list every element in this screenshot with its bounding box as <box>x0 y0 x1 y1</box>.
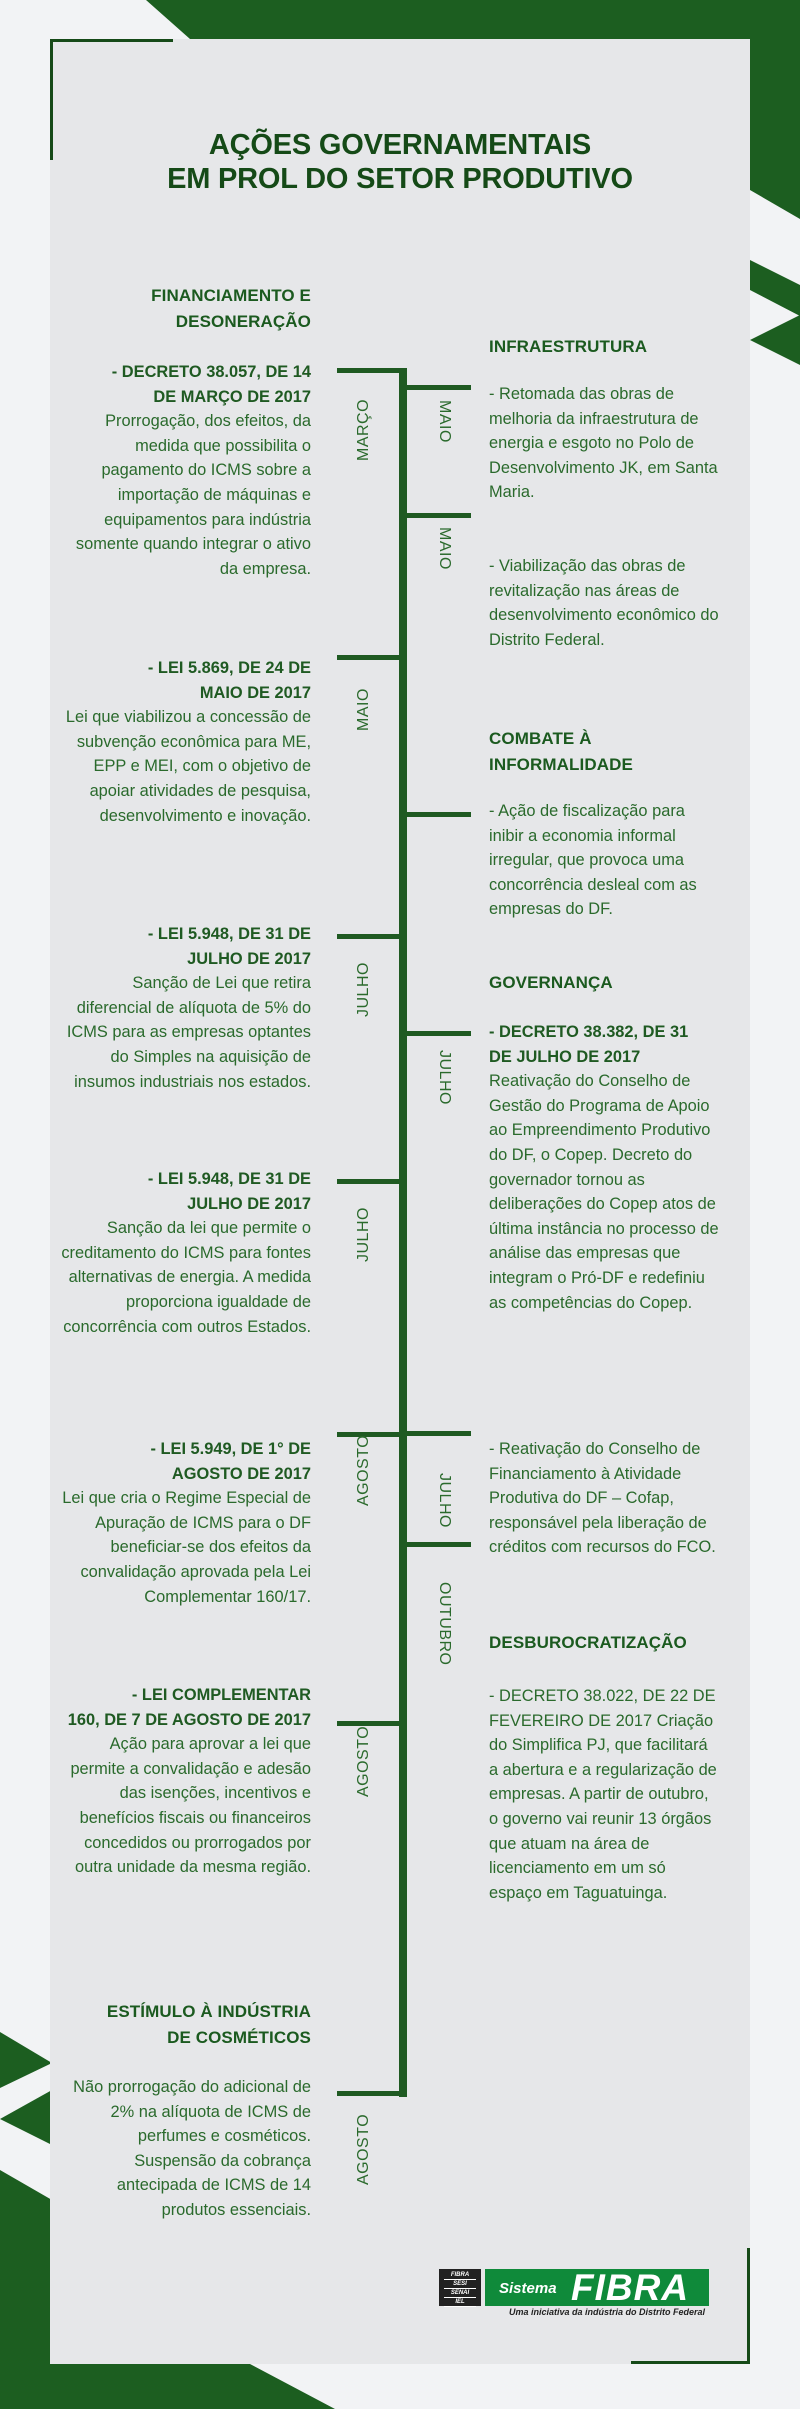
timeline-item: - LEI 5.948, DE 31 DE JULHO DE 2017 Sanção da lei que permite o creditamento do ICMS para fontes alternativas de energia. A medida proporciona igualdade de concorrência com outros Estados. <box>61 1170 311 1336</box>
timeline-item: - LEI 5.869, DE 24 DE MAIO DE 2017 Lei que viabilizou a concessão de subvenção econômica para ME, EPP e MEI, com o objetivo de apoiar atividades de pesquisa, desenvolvimento e inovação. <box>65 659 311 825</box>
timeline-branch-right <box>403 1542 471 1547</box>
month-label: AGOSTO <box>355 1725 372 1797</box>
timeline-item: - DECRETO 38.057, DE 14 DE MARÇO DE 2017 Prorrogação, dos efeitos, da medida que possibilita o pagamento do ICMS sobre a importação de máquinas e equipamentos para indústria somente quando integrar o ativo da empresa. <box>75 363 311 578</box>
section-title-desburocratizacao: DESBUROCRATIZAÇÃO <box>489 1633 687 1652</box>
sistema-fibra-logo <box>439 2269 709 2315</box>
section-title-infraestrutura: INFRAESTRUTURA <box>489 337 648 356</box>
timeline-branch-left <box>337 655 403 660</box>
timeline-item: - LEI COMPLEMENTAR 160, DE 7 DE AGOSTO DE 2017 Ação para aprovar a lei que permite a convalidação e adesão das isenções, incentivos e benefícios fiscais ou financeiros concedidos ou prorrogados por outra unidade da mesma região. <box>67 1686 311 1877</box>
timeline-item: - Reativação do Conselho de Financiamento à Atividade Produtiva do DF – Cofap, responsável pela liberação de créditos com recursos do FCO. <box>489 1440 716 1557</box>
timeline-item: - LEI 5.948, DE 31 DE JULHO DE 2017 Sanção de Lei que retira diferencial de alíquota de 5% do ICMS para as empresas optantes do Simples na aquisição de insumos industriais nos estados. <box>66 925 311 1091</box>
logo-badge: FIBRA SESI SENAI IEL <box>439 2269 481 2306</box>
timeline-branch-left <box>337 934 403 939</box>
timeline-item: - DECRETO 38.022, DE 22 DE FEVEREIRO DE 2017 Criação do Simplifica PJ, que facilitará a abertura e a regularização de empresas. A partir de outubro, o governo vai reunir 13 órgãos que atuam na área de licenciamento em um só espaço em Taguatuinga. <box>489 1687 717 1902</box>
section-title-cosmeticos: ESTÍMULO À INDÚSTRIA DE COSMÉTICOS <box>106 2002 311 2047</box>
month-label: OUTUBRO <box>436 1582 453 1666</box>
timeline-main-line <box>399 368 407 2097</box>
logo-wordmark: Sistema FIBRA <box>485 2269 709 2306</box>
timeline-item: - Retomada das obras de melhoria da infraestrutura de energia e esgoto no Polo de Desenvolvimento JK, em Santa Maria. <box>489 385 718 502</box>
section-title-informalidade: COMBATE À INFORMALIDADE <box>489 729 633 774</box>
month-label: MAIO <box>436 400 453 443</box>
month-label: MARÇO <box>355 398 372 461</box>
section-title-financiamento: FINANCIAMENTO E DESONERAÇÃO <box>151 286 311 331</box>
timeline-branch-right <box>403 1031 471 1036</box>
page-title: AÇÕES GOVERNAMENTAIS EM PROL DO SETOR PRODUTIVO <box>167 129 633 195</box>
month-label: MAIO <box>436 527 453 570</box>
month-label: AGOSTO <box>355 2113 372 2185</box>
month-label: JULHO <box>436 1050 453 1105</box>
timeline-branch-right <box>403 385 471 390</box>
month-label: AGOSTO <box>355 1434 372 1506</box>
month-label: MAIO <box>355 688 372 731</box>
timeline-branch-left <box>337 368 403 373</box>
timeline-item: - Viabilização das obras de revitalização nas áreas de desenvolvimento econômico do Distrito Federal. <box>489 557 719 649</box>
month-label: JULHO <box>355 1207 372 1262</box>
timeline-branch-left <box>337 2091 407 2096</box>
timeline-item: Não prorrogação do adicional de 2% na alíquota de ICMS de perfumes e cosméticos. Suspensão da cobrança antecipada de ICMS de 14 produtos essenciais. <box>73 2078 311 2219</box>
timeline-branch-left <box>337 1179 403 1184</box>
timeline-branch-right <box>403 1431 471 1436</box>
timeline-branch-right <box>403 513 471 518</box>
month-label: JULHO <box>355 962 372 1017</box>
timeline-item: - Ação de fiscalização para inibir a economia informal irregular, que provoca uma concorrência desleal com as empresas do DF. <box>489 802 697 919</box>
timeline-branch-right <box>403 812 471 817</box>
timeline-item: - LEI 5.949, DE 1° DE AGOSTO DE 2017 Lei que cria o Regime Especial de Apuração de ICMS para o DF beneficiar-se dos efeitos da convalidação aprovada pela Lei Complementar 160/17. <box>62 1440 311 1606</box>
month-label: JULHO <box>436 1473 453 1528</box>
section-title-governanca: GOVERNANÇA <box>489 973 613 992</box>
logo-tagline: Uma iniciativa da indústria do Distrito Federal <box>509 2307 706 2317</box>
timeline-item: - DECRETO 38.382, DE 31 DE JULHO DE 2017 Reativação do Conselho de Gestão do Programa de Apoio ao Empreendimento Produtivo do DF, o Copep. Decreto do governador tornou as deliberações do Copep atos de última instância no processo de análise das empresas que integram o Pró-DF e redefiniu as competências do Copep. <box>489 1023 719 1312</box>
